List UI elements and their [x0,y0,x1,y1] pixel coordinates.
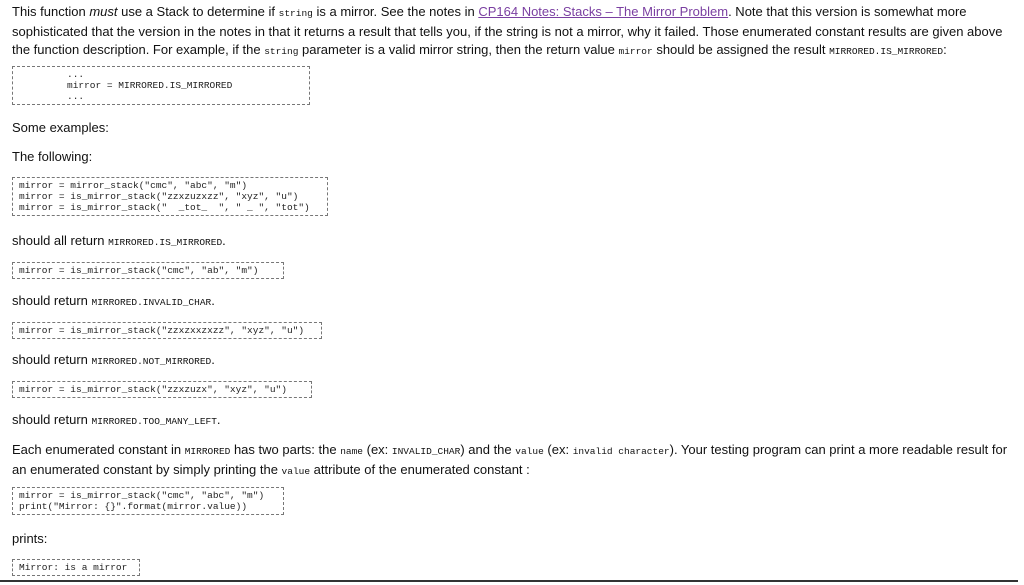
code-line: mirror = mirror_stack("cmc", "abc", "m") [19,180,248,191]
intro-result-code: MIRRORED.IS_MIRRORED [829,46,944,57]
result-code: MIRRORED.IS_MIRRORED [108,237,223,248]
code-line: mirror = MIRRORED.IS_MIRRORED [67,80,233,91]
result-code: MIRRORED.NOT_MIRRORED [91,356,212,367]
notes-link[interactable]: CP164 Notes: Stacks – The Mirror Problem [478,4,729,19]
intro-must: must [89,4,118,19]
should-return-not-mirrored: should return MIRRORED.NOT_MIRRORED. [12,352,215,367]
code-block-3: mirror = is_mirror_stack("cmc", "ab", "m") [12,262,284,279]
should-return-too-many: should return MIRRORED.TOO_MANY_LEFT. [12,412,221,427]
intro-text-7: : [943,42,947,57]
name-code: name [340,446,363,457]
intro-paragraph [12,3,1016,61]
code-block-2 [12,177,328,216]
code-line: print("Mirror: {}".format(mirror.value)) [19,501,248,512]
invalid-char-code: INVALID_CHAR [391,446,461,457]
code-block-5: mirror = is_mirror_stack("zzxzuzx", "xyz", "u") [12,381,312,398]
mirrored-code: MIRRORED [184,446,231,457]
intro-string-code-2: string [264,46,299,57]
prints-label: prints: [12,531,48,546]
intro-text-1: This function [12,4,90,19]
the-following-label: The following: [12,149,93,164]
code-line: mirror = is_mirror_stack(" _tot_ ", " _ ", "tot") [19,202,310,213]
code-block-1 [12,66,310,105]
intro-text-2: use a Stack to determine if [117,4,279,19]
should-all-return: should all return MIRRORED.IS_MIRRORED. [12,233,226,248]
result-code: MIRRORED.INVALID_CHAR [91,297,212,308]
should-return-invalid: should return MIRRORED.INVALID_CHAR. [12,293,215,308]
intro-text-5: parameter is a valid mirror string, then the return value [298,42,619,57]
enum-explanation: Each enumerated constant in MIRRORED has two parts: the name (ex: INVALID_CHAR) and the value (ex: invalid character). Your testing program can print a more readable result for an enumerated constant by simply printing the value attribute of the enumerated constant : [12,442,1008,477]
code-line: ... [67,69,85,80]
code-block-4: mirror = is_mirror_stack("zzxzxxzxzz", "xyz", "u") [12,322,322,339]
intro-mirror-code: mirror [618,46,653,57]
intro-string-code: string [278,8,313,19]
invalid-character-code: invalid character [572,446,670,457]
code-line: ... [67,91,85,102]
code-line: mirror = is_mirror_stack("cmc", "abc", "m") [19,490,265,501]
code-block-6 [12,487,284,515]
intro-text-3: is a mirror. See the notes in [312,4,479,19]
bottom-divider [0,580,1018,582]
value-code: value [515,446,544,457]
intro-text-6: should be assigned the result [652,42,830,57]
intro-text-4: . Note that this version is somewhat more sophisticated that the version in the notes in that it returns a result that tells you, if the string is not a mirror, why it failed. Those enumerated constant results are given above the function description. For example, if the [12,4,1003,57]
value-code-2: value [281,466,311,477]
code-block-7: Mirror: is a mirror [12,559,140,576]
result-code: MIRRORED.TOO_MANY_LEFT [91,416,217,427]
code-line: mirror = is_mirror_stack("zzxzuzxzz", "xyz", "u") [19,191,299,202]
some-examples-label: Some examples: [12,120,109,135]
